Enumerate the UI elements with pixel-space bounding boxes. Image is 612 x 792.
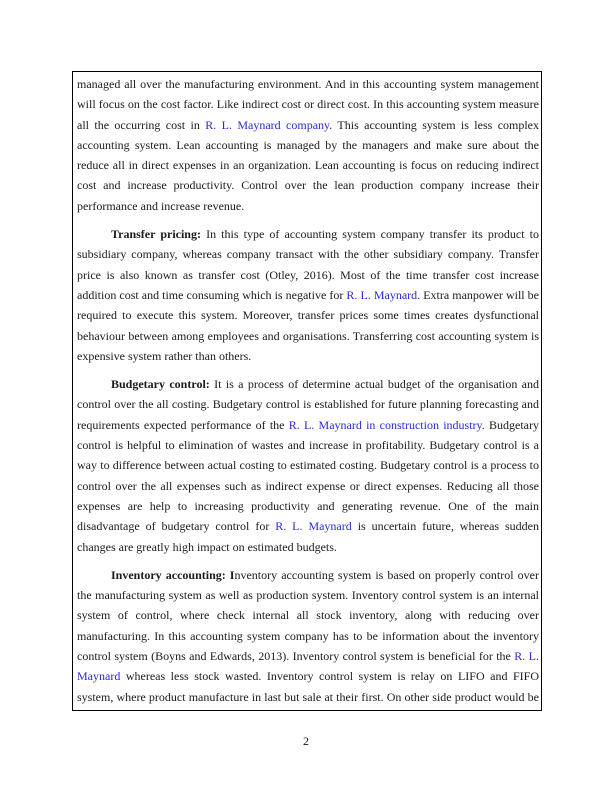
body-text [77,74,539,707]
text-line [77,565,539,585]
page-number: 2 [303,734,309,748]
text-line [77,326,539,346]
text-line [77,455,539,475]
text-line [77,626,539,646]
text-line [77,687,539,707]
section-heading: Budgetary control: [111,377,210,392]
company-reference: R. L. Maynard [346,287,418,302]
text-line [77,244,539,264]
text-line [77,196,539,216]
text-run: control system (Boyns and Edwards, 2013). Inventory control system is beneficial for the [77,649,515,664]
text-run: addition cost and time consuming which is negative for [77,287,347,302]
text-line [77,265,539,285]
text-run: system, where product manufacture in last but sale at their first. On other side product would be [77,689,539,704]
text-run: expensive system rather than others. [77,348,252,363]
text-line [77,435,539,455]
company-reference: R. L. Maynard company [205,117,330,132]
text-run: . This accounting system is less complex [329,117,540,132]
company-reference: R. L. [514,649,539,664]
text-line [77,94,539,114]
text-run: control over the all costing. Budgetary control is established for future planning forecasting and [77,397,539,412]
text-line [77,374,539,394]
text-line [77,394,539,414]
section-heading: Inventory accounting: I [111,567,235,582]
company-reference: R. L. Maynard [275,519,352,534]
text-run: behaviour between among employees and organisations. Transferring cost accounting system is [77,328,539,343]
text-run: nventory accounting system is based on properly control over [234,567,539,582]
text-run: disadvantage of budgetary control for [77,519,276,534]
paragraph-transfer-pricing [77,224,539,366]
text-line [77,496,539,516]
paragraph-inventory-accounting [77,565,539,707]
text-run: . Extra manpower will be [417,287,540,302]
text-run: required to execute this system. Moreover, transfer prices some times creates dysfunctional [77,308,539,323]
text-line [77,415,539,435]
text-run: . Budgetary [481,417,539,432]
text-run: manufacturing. In this accounting system company has to be information about the inventory [77,628,539,643]
text-line [77,305,539,325]
text-line [77,585,539,605]
text-run: accounting system. Lean accounting is managed by the managers and make sure about the [77,137,539,152]
text-run: whereas less stock wasted. Inventory control system is relay on LIFO and FIFO [120,669,539,684]
text-line [77,224,539,244]
text-line [77,516,539,536]
text-run: will focus on the cost factor. Like indirect cost or direct cost. In this accounting system measure [77,97,539,112]
text-line [77,666,539,686]
text-run: all the occurring cost in [77,117,206,132]
paragraph-budgetary-control [77,374,539,557]
text-run: managed all over the manufacturing environment. And in this accounting system management [77,77,539,91]
text-run: is uncertain future, whereas sudden [351,519,540,534]
text-frame [72,71,542,711]
paragraph-lean-accounting [77,74,539,216]
text-run: It is a process of determine actual budget of the organisation and [209,377,540,392]
text-run: control over the all expenses such as indirect expense or direct expenses. Reducing all those [77,478,539,493]
text-run: price is also known as transfer cost (Otley, 2016). Most of the time transfer cost increase [77,267,539,282]
text-line [77,346,539,366]
text-run: performance and increase revenue. [77,198,245,213]
text-line [77,135,539,155]
text-line [77,605,539,625]
section-heading: Transfer pricing: [111,227,201,242]
text-run: cost and increase productivity. Control over the lean production company increase their [77,178,539,193]
text-line [77,74,539,94]
text-run: subsidiary company, whereas company transact with the other subsidiary company. Transfer [77,247,539,262]
text-run: reduce all in direct expenses in an organization. Lean accounting is focus on reducing indirect [77,158,539,173]
text-run: control is helpful to elimination of wastes and increase in profitability. Budgetary control is a [77,438,539,453]
text-line [77,155,539,175]
text-run: expenses are help to increasing productivity and generating revenue. One of the main [77,498,539,513]
company-reference: R. L. Maynard in construction industry [288,417,482,432]
text-line [77,476,539,496]
text-line [77,175,539,195]
text-line [77,115,539,135]
text-line [77,537,539,557]
text-line [77,285,539,305]
text-run: requirements expected performance of the [77,417,289,432]
text-run: way to difference between actual costing to estimated costing. Budgetary control is a process to [77,458,539,473]
text-run: changes are greatly high impact on estimated budgets. [77,539,337,554]
text-run: system of control, where check internal all stock inventory, along with reducing over [77,608,539,623]
text-line [77,646,539,666]
text-run: the manufacturing system as well as production system. Inventory control system is an internal [77,588,539,603]
text-run: In this type of accounting system company transfer its product to [200,227,539,242]
company-reference: Maynard [77,669,121,684]
